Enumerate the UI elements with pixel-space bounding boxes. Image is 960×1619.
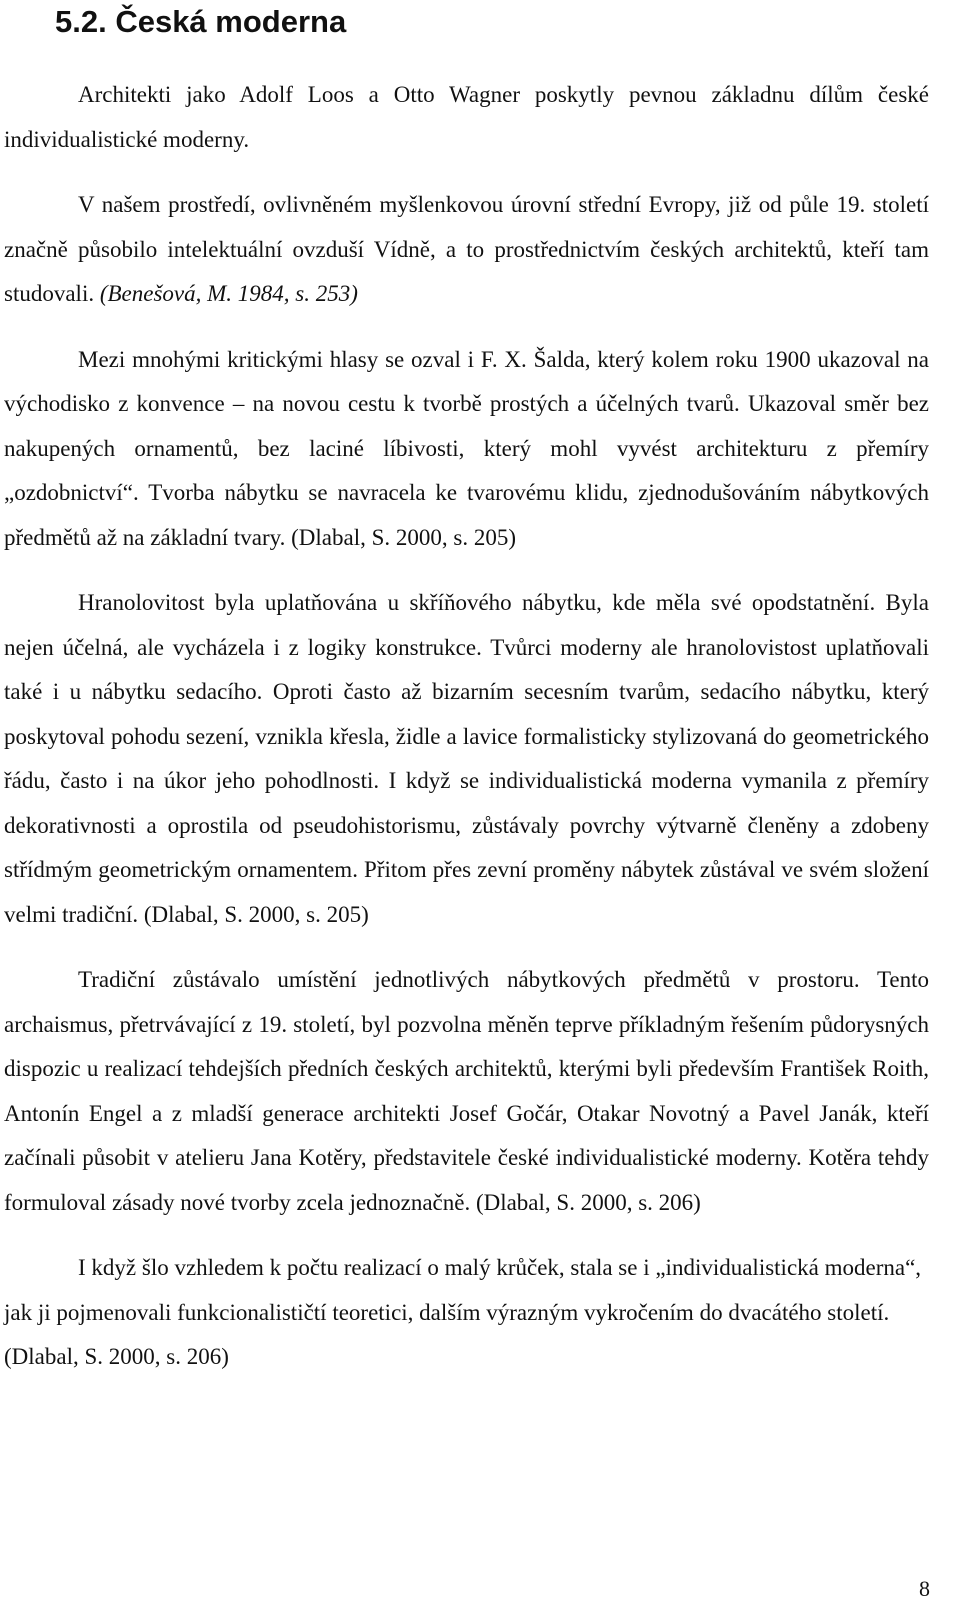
paragraph-2-citation: (Benešová, M. 1984, s. 253) xyxy=(99,281,358,306)
paragraph-4: Hranolovitost byla uplatňována u skříňového nábytku, kde měla své opodstatnění. Byla nejen účelná, ale vycházela i z logiky konstrukce. Tvůrci moderny ale hranolovistost uplatňovali také i u nábytku sedacího. Oproti často až bizarním secesním tvarům, sedacího nábytku, který poskytoval pohodu sezení, vznikla křesla, židle a lavice formalisticky stylizovaná do geometrického řádu, často i na úkor jeho pohodlnosti. I když se individualistická moderna vymanila z přemíry dekorativnosti a oprostila od pseudohistorismu, zůstávaly povrchy výtvarně členěny a zdobeny střídmým geometrickým ornamentem. Přitom přes zevní proměny nábytek zůstával ve svém složení velmi tradiční. (Dlabal, S. 2000, s. 205) xyxy=(4,590,929,927)
paragraph-3: Mezi mnohými kritickými hlasy se ozval i F. X. Šalda, který kolem roku 1900 ukazoval na východisko z konvence – na novou cestu k tvorbě prostých a účelných tvarů. Ukazoval směr bez nakupených ornamentů, bez laciné líbivosti, který mohl vyvést architekturu z přemíry „ozdobnictví“. Tvorba nábytku se navracela ke tvarovému klidu, zjednodušováním nábytkových předmětů až na základní tvary. (Dlabal, S. 2000, s. 205) xyxy=(4,346,929,550)
section-heading: 5.2. Česká moderna xyxy=(55,4,347,39)
page-number: 8 xyxy=(919,1576,930,1601)
paragraph-6: I když šlo vzhledem k počtu realizací o malý krůček, stala se i „individualistická moderna“, jak ji pojmenovali funkcionalističtí teoretici, dalším výrazným vykročením do dvacátého století. (Dlabal, S. 2000, s. 206) xyxy=(4,1255,922,1369)
paragraph-1: Architekti jako Adolf Loos a Otto Wagner poskytly pevnou základnu dílům české individualistické moderny. xyxy=(4,82,929,152)
body-text xyxy=(4,73,929,1401)
paragraph-2-text: V našem prostředí, ovlivněném myšlenkovou úrovní střední Evropy, již od půle 19. století značně působilo intelektuální ovzduší Vídně, a to prostřednictvím českých architektů, kteří tam studovali. xyxy=(4,192,929,306)
paragraph-2 xyxy=(4,183,929,317)
paragraph-5: Tradiční zůstávalo umístění jednotlivých nábytkových předmětů v prostoru. Tento archaismus, přetrvávající z 19. století, byl pozvolna měněn teprve příkladným řešením půdorysných dispozic u realizací tehdejších předních českých architektů, kterými byli především František Roith, Antonín Engel a z mladší generace architekti Josef Gočár, Otakar Novotný a Pavel Janák, kteří začínali působit v atelieru Jana Kotěry, představitele české individualistické moderny. Kotěra tehdy formuloval zásady nové tvorby zcela jednoznačně. (Dlabal, S. 2000, s. 206) xyxy=(4,967,929,1215)
